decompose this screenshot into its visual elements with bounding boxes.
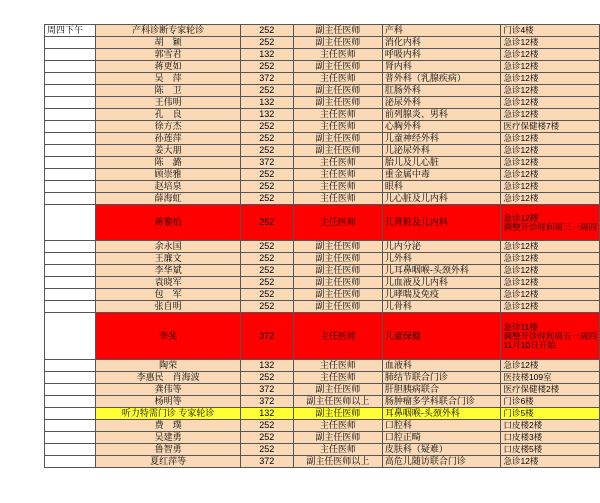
table-row xyxy=(45,61,600,73)
fee-cell: 252 xyxy=(240,241,293,253)
title-cell: 副主任医师 xyxy=(293,97,382,109)
table-row xyxy=(45,169,600,181)
title-cell: 主任医师 xyxy=(293,372,382,384)
department-cell: 血液科 xyxy=(382,360,501,372)
doctor-cell: 顾崇雅 xyxy=(96,169,240,181)
fee-cell: 252 xyxy=(240,61,293,73)
location-cell: 医疗保健楼7楼 xyxy=(501,121,600,133)
department-cell: 儿童保健 xyxy=(382,313,501,360)
time-slot-cell xyxy=(45,253,96,265)
department-cell: 重金属中毒 xyxy=(382,169,501,181)
fee-cell: 132 xyxy=(240,360,293,372)
title-cell: 主任医师 xyxy=(293,121,382,133)
title-cell: 副主任医师 xyxy=(293,432,382,444)
department-cell: 肺结节联合门诊 xyxy=(382,372,501,384)
location-cell: 急诊12楼 xyxy=(501,289,600,301)
department-cell: 儿童神经外科 xyxy=(382,133,501,145)
table-row xyxy=(45,97,600,109)
title-cell: 副主任医师以上 xyxy=(293,456,382,468)
time-slot-cell xyxy=(45,121,96,133)
table-row xyxy=(45,193,600,205)
department-cell: 儿心脏及儿内科 xyxy=(382,193,501,205)
doctor-cell: 产科诊断专家轮诊 xyxy=(96,25,240,37)
title-cell: 主任医师 xyxy=(293,109,382,121)
time-slot-cell xyxy=(45,97,96,109)
doctor-cell: 蒋黎怡 xyxy=(96,205,240,241)
location-cell: 急诊12楼 xyxy=(501,97,600,109)
table-row xyxy=(45,289,600,301)
title-cell: 副主任医师 xyxy=(293,289,382,301)
fee-cell: 252 xyxy=(240,253,293,265)
title-cell: 副主任医师以上 xyxy=(293,396,382,408)
department-cell: 前列腺炎、男科 xyxy=(382,109,501,121)
doctor-cell: 王伟明 xyxy=(96,97,240,109)
doctor-cell: 陶荣 xyxy=(96,360,240,372)
table-row xyxy=(45,121,600,133)
time-slot-cell xyxy=(45,456,96,468)
fee-cell: 252 xyxy=(240,133,293,145)
department-cell: 胎儿及儿心脏 xyxy=(382,157,501,169)
time-slot-cell xyxy=(45,169,96,181)
location-cell: 医技楼109室 xyxy=(501,372,600,384)
title-cell: 主任医师 xyxy=(293,444,382,456)
doctor-cell: 赵培泉 xyxy=(96,181,240,193)
table-row xyxy=(45,313,600,360)
schedule-table xyxy=(44,24,600,468)
time-slot-cell xyxy=(45,85,96,97)
time-slot-cell xyxy=(45,37,96,49)
title-cell: 主任医师 xyxy=(293,193,382,205)
table-row xyxy=(45,444,600,456)
title-cell: 副主任医师 xyxy=(293,384,382,396)
department-cell: 产科 xyxy=(382,25,501,37)
doctor-cell: 袁晓军 xyxy=(96,277,240,289)
table-row xyxy=(45,277,600,289)
title-cell: 副主任医师 xyxy=(293,277,382,289)
fee-cell: 252 xyxy=(240,85,293,97)
doctor-cell: 李华斌 xyxy=(96,265,240,277)
fee-cell: 132 xyxy=(240,97,293,109)
title-cell: 主任医师 xyxy=(293,49,382,61)
doctor-cell: 吴建勇 xyxy=(96,432,240,444)
time-slot-cell xyxy=(45,241,96,253)
time-slot-cell xyxy=(45,265,96,277)
fee-cell: 252 xyxy=(240,420,293,432)
fee-cell: 252 xyxy=(240,193,293,205)
time-slot-cell xyxy=(45,157,96,169)
doctor-cell: 姜大朋 xyxy=(96,145,240,157)
time-slot-cell xyxy=(45,205,96,241)
location-cell: 急诊12楼 xyxy=(501,145,600,157)
time-slot-cell xyxy=(45,289,96,301)
time-slot-cell xyxy=(45,277,96,289)
table-row xyxy=(45,157,600,169)
table-row xyxy=(45,181,600,193)
department-cell: 高危儿随访联合门诊 xyxy=(382,456,501,468)
table-row xyxy=(45,241,600,253)
doctor-cell: 张自明 xyxy=(96,301,240,313)
title-cell: 主任医师 xyxy=(293,169,382,181)
title-cell: 主任医师 xyxy=(293,157,382,169)
time-slot-cell xyxy=(45,61,96,73)
location-cell: 口皮楼2楼 xyxy=(501,420,600,432)
title-cell: 主任医师 xyxy=(293,205,382,241)
title-cell: 副主任医师 xyxy=(293,25,382,37)
table-row xyxy=(45,420,600,432)
location-cell: 急诊12楼 xyxy=(501,241,600,253)
title-cell: 副主任医师 xyxy=(293,265,382,277)
table-row xyxy=(45,133,600,145)
location-cell: 口皮楼3楼 xyxy=(501,432,600,444)
location-cell: 急诊12楼 xyxy=(501,157,600,169)
department-cell: 儿血液及儿内科 xyxy=(382,277,501,289)
doctor-cell: 徐方杰 xyxy=(96,121,240,133)
department-cell: 口腔正畸 xyxy=(382,432,501,444)
table-row xyxy=(45,360,600,372)
time-slot-cell: 周四下午 xyxy=(45,25,96,37)
department-cell: 儿泌尿外科 xyxy=(382,145,501,157)
time-slot-cell xyxy=(45,360,96,372)
table-row xyxy=(45,456,600,468)
fee-cell: 252 xyxy=(240,121,293,133)
fee-cell: 132 xyxy=(240,408,293,420)
fee-cell: 252 xyxy=(240,444,293,456)
table-row xyxy=(45,301,600,313)
table-row xyxy=(45,145,600,157)
table-row xyxy=(45,408,600,420)
location-cell: 急诊12楼 xyxy=(501,456,600,468)
title-cell: 副主任医师 xyxy=(293,408,382,420)
department-cell: 心胸外科 xyxy=(382,121,501,133)
fee-cell: 252 xyxy=(240,145,293,157)
fee-cell: 252 xyxy=(240,169,293,181)
location-cell: 急诊12楼 xyxy=(501,360,600,372)
fee-cell: 252 xyxy=(240,277,293,289)
fee-cell: 372 xyxy=(240,384,293,396)
location-cell: 门诊5楼 xyxy=(501,408,600,420)
table-row xyxy=(45,49,600,61)
department-cell: 皮肤科（疑难） xyxy=(382,444,501,456)
table-row xyxy=(45,253,600,265)
department-cell: 肠肿瘤多学科联合门诊 xyxy=(382,396,501,408)
department-cell: 儿哮喘及免疫 xyxy=(382,289,501,301)
table-row xyxy=(45,205,600,241)
department-cell: 儿内分泌 xyxy=(382,241,501,253)
doctor-cell: 听力特需门诊 专家轮诊 xyxy=(96,408,240,420)
time-slot-cell xyxy=(45,181,96,193)
fee-cell: 252 xyxy=(240,25,293,37)
department-cell: 消化内科 xyxy=(382,37,501,49)
doctor-cell: 郭雪君 xyxy=(96,49,240,61)
department-cell: 儿肾脏及儿内科 xyxy=(382,205,501,241)
time-slot-cell xyxy=(45,133,96,145)
department-cell: 眼科 xyxy=(382,181,501,193)
location-cell: 门诊4楼 xyxy=(501,25,600,37)
location-cell: 急诊12楼 xyxy=(501,193,600,205)
department-cell: 肛肠外科 xyxy=(382,85,501,97)
fee-cell: 252 xyxy=(240,181,293,193)
title-cell: 主任医师 xyxy=(293,420,382,432)
time-slot-cell xyxy=(45,193,96,205)
title-cell: 主任医师 xyxy=(293,313,382,360)
table-row xyxy=(45,432,600,444)
time-slot-cell xyxy=(45,444,96,456)
title-cell: 主任医师 xyxy=(293,360,382,372)
department-cell: 耳鼻咽喉-头颈外科 xyxy=(382,408,501,420)
time-slot-cell xyxy=(45,384,96,396)
table-row xyxy=(45,372,600,384)
table-row xyxy=(45,265,600,277)
location-cell: 急诊12楼 xyxy=(501,169,600,181)
doctor-cell: 王廉文 xyxy=(96,253,240,265)
doctor-cell: 包 军 xyxy=(96,289,240,301)
doctor-cell: 龚伟等 xyxy=(96,384,240,396)
doctor-cell: 孔 良 xyxy=(96,109,240,121)
department-cell: 儿外科 xyxy=(382,253,501,265)
fee-cell: 252 xyxy=(240,301,293,313)
doctor-cell: 薛海虹 xyxy=(96,193,240,205)
table-row xyxy=(45,396,600,408)
doctor-cell: 蒋更如 xyxy=(96,61,240,73)
schedule-body xyxy=(45,25,600,468)
location-cell: 急诊12楼 xyxy=(501,37,600,49)
department-cell: 呼吸内科 xyxy=(382,49,501,61)
time-slot-cell xyxy=(45,372,96,384)
location-cell: 医疗保健楼2楼 xyxy=(501,384,600,396)
title-cell: 主任医师 xyxy=(293,181,382,193)
time-slot-cell xyxy=(45,408,96,420)
fee-cell: 132 xyxy=(240,109,293,121)
title-cell: 副主任医师 xyxy=(293,85,382,97)
fee-cell: 132 xyxy=(240,49,293,61)
location-cell: 急诊12楼 调整开诊时间周三一周四 xyxy=(501,205,600,241)
location-cell: 急诊12楼 xyxy=(501,49,600,61)
fee-cell: 372 xyxy=(240,157,293,169)
table-row xyxy=(45,37,600,49)
time-slot-cell xyxy=(45,49,96,61)
fee-cell: 252 xyxy=(240,289,293,301)
location-cell: 急诊12楼 xyxy=(501,301,600,313)
title-cell: 副主任医师 xyxy=(293,145,382,157)
title-cell: 副主任医师 xyxy=(293,253,382,265)
location-cell: 门诊6楼 xyxy=(501,396,600,408)
title-cell: 副主任医师 xyxy=(293,241,382,253)
doctor-cell: 鲁智勇 xyxy=(96,444,240,456)
fee-cell: 252 xyxy=(240,37,293,49)
location-cell: 口皮楼5楼 xyxy=(501,444,600,456)
title-cell: 副主任医师 xyxy=(293,61,382,73)
doctor-cell: 杨明等 xyxy=(96,396,240,408)
title-cell: 副主任医师 xyxy=(293,37,382,49)
fee-cell: 252 xyxy=(240,205,293,241)
table-row xyxy=(45,109,600,121)
fee-cell: 372 xyxy=(240,73,293,85)
time-slot-cell xyxy=(45,301,96,313)
location-cell: 急诊12楼 xyxy=(501,73,600,85)
department-cell: 口腔科 xyxy=(382,420,501,432)
time-slot-cell xyxy=(45,145,96,157)
department-cell: 儿骨科 xyxy=(382,301,501,313)
time-slot-cell xyxy=(45,73,96,85)
time-slot-cell xyxy=(45,432,96,444)
doctor-cell: 吴 萍 xyxy=(96,73,240,85)
time-slot-cell xyxy=(45,396,96,408)
location-cell: 急诊12楼 xyxy=(501,109,600,121)
fee-cell: 372 xyxy=(240,456,293,468)
doctor-cell: 孙莲萍 xyxy=(96,133,240,145)
location-cell: 急诊12楼 xyxy=(501,133,600,145)
title-cell: 主任医师 xyxy=(293,73,382,85)
table-row xyxy=(45,73,600,85)
department-cell: 肾内科 xyxy=(382,61,501,73)
table-row xyxy=(45,384,600,396)
doctor-cell: 余永国 xyxy=(96,241,240,253)
location-cell: 急诊12楼 xyxy=(501,265,600,277)
table-row xyxy=(45,85,600,97)
location-cell: 急诊12楼 xyxy=(501,85,600,97)
fee-cell: 252 xyxy=(240,372,293,384)
doctor-cell: 夏红萍等 xyxy=(96,456,240,468)
location-cell: 急诊11楼 调整开诊时间周五一周四 11月10日开始 xyxy=(501,313,600,360)
department-cell: 普外科（乳腺疾病） xyxy=(382,73,501,85)
location-cell: 急诊12楼 xyxy=(501,61,600,73)
doctor-cell: 胡 颖 xyxy=(96,37,240,49)
table-row xyxy=(45,25,600,37)
title-cell: 副主任医师 xyxy=(293,133,382,145)
title-cell: 副主任医师 xyxy=(293,301,382,313)
location-cell: 急诊12楼 xyxy=(501,277,600,289)
doctor-cell: 李斐 xyxy=(96,313,240,360)
department-cell: 儿耳鼻咽喉-头颈外科 xyxy=(382,265,501,277)
doctor-cell: 陈 卫 xyxy=(96,85,240,97)
location-cell: 急诊12楼 xyxy=(501,253,600,265)
time-slot-cell xyxy=(45,313,96,360)
time-slot-cell xyxy=(45,109,96,121)
location-cell: 急诊12楼 xyxy=(501,181,600,193)
doctor-cell: 李惠民 肖海波 xyxy=(96,372,240,384)
fee-cell: 372 xyxy=(240,396,293,408)
fee-cell: 372 xyxy=(240,313,293,360)
department-cell: 肝胆胰病联合 xyxy=(382,384,501,396)
fee-cell: 252 xyxy=(240,265,293,277)
time-slot-cell xyxy=(45,420,96,432)
fee-cell: 252 xyxy=(240,432,293,444)
doctor-cell: 费 璞 xyxy=(96,420,240,432)
department-cell: 泌尿外科 xyxy=(382,97,501,109)
doctor-cell: 陈 潞 xyxy=(96,157,240,169)
